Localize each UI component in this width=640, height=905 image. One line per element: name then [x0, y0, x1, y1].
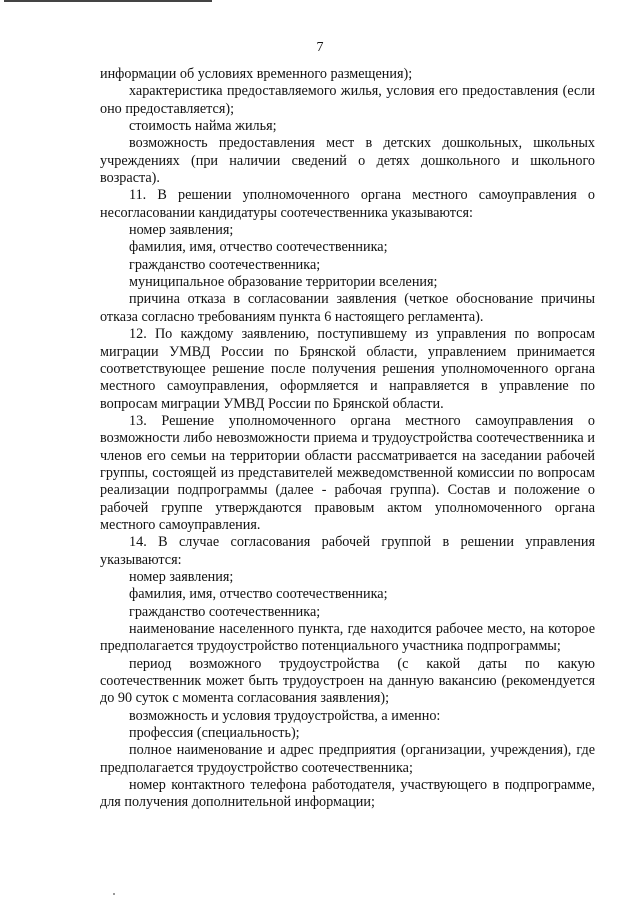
- paragraph: период возможного трудоустройства (с какой даты по какую соотечественник может быть трудоустроен на данную вакансию (рекомендуется до 90 суток с момента согласования заявления);: [100, 655, 595, 707]
- paragraph: фамилия, имя, отчество соотечественника;: [129, 239, 388, 256]
- page-number: 7: [316, 40, 324, 55]
- paragraph: стоимость найма жилья;: [129, 118, 277, 135]
- paragraph: номер заявления;: [129, 568, 234, 585]
- paragraph: гражданство соотечественника;: [129, 603, 321, 620]
- paragraph: информации об условиях временного размещения);: [100, 66, 413, 82]
- paragraph: фамилия, имя, отчество соотечественника;: [129, 586, 388, 603]
- paragraph: номер контактного телефона работодателя, участвующего в подпрограмме, для получения дополнительной информации;: [100, 777, 595, 811]
- paragraph: 11. В решении уполномоченного органа местного самоуправления о несогласовании кандидатуры соотечественника указываются:: [100, 187, 595, 221]
- paragraph: гражданство соотечественника;: [129, 256, 321, 273]
- paragraph: 12. По каждому заявлению, поступившему из управления по вопросам миграции УМВД России по Брянской области, управлением принимается соответствующее решение после получения решения уполномоченного органа местного самоуправления, оформляется и направляется в управление по вопросам миграции УМВД России по Брянской области.: [100, 326, 595, 412]
- paragraph: возможность предоставления мест в детских дошкольных, школьных учреждениях (при наличии сведений о детях дошкольного и школьного возраста).: [100, 135, 595, 187]
- paragraph: муниципальное образование территории вселения;: [129, 274, 438, 291]
- paragraph: причина отказа в согласовании заявления (четкое обоснование причины отказа согласно требованиям пункта 6 настоящего регламента).: [100, 291, 595, 325]
- document-body: [100, 66, 595, 812]
- paragraph: 14. В случае согласования рабочей группой в решении управления указываются:: [100, 534, 595, 568]
- scan-speck: [113, 893, 115, 895]
- paragraph: характеристика предоставляемого жилья, условия его предоставления (если оно предоставляется);: [100, 83, 595, 117]
- paragraph: профессия (специальность);: [129, 725, 300, 742]
- paragraph: номер заявления;: [129, 222, 234, 239]
- paragraph: наименование населенного пункта, где находится рабочее место, на которое предполагается трудоустройство потенциального участника подпрограммы;: [100, 621, 595, 655]
- paragraph: полное наименование и адрес предприятия (организации, учреждения), где предполагается трудоустройство соотечественника;: [100, 742, 595, 776]
- header-rule: [4, 0, 212, 2]
- paragraph: возможность и условия трудоустройства, а именно:: [129, 707, 441, 724]
- paragraph: 13. Решение уполномоченного органа местного самоуправления о возможности либо невозможности приема и трудоустройства соотечественника и членов его семьи на территории области рассматривается на заседании рабочей группы, состоящей из представителей межведомственной комиссии по вопросам реализации подпрограммы (далее - рабочая группа). Состав и положение о рабочей группе утверждаются правовым актом уполномоченного органа местного самоуправления.: [100, 412, 595, 533]
